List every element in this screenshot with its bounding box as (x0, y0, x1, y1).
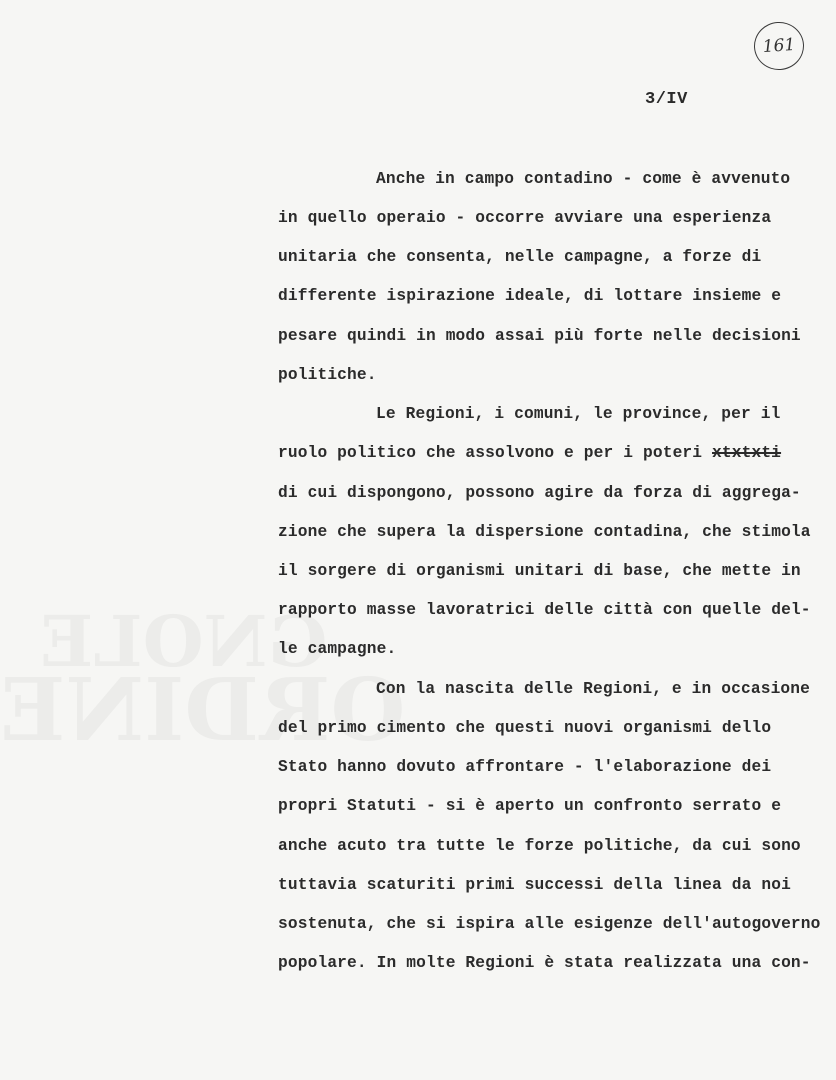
text-line: zione che supera la dispersione contadina, che stimola (278, 523, 811, 541)
text-line: le campagne. (278, 640, 397, 658)
page-stamp-number: 161 (762, 34, 796, 58)
text-line: rapporto masse lavoratrici delle città con quelle del- (278, 601, 811, 619)
text-line: del primo cimento che questi nuovi organismi dello (278, 719, 772, 737)
text-line: tuttavia scaturiti primi successi della linea da noi (278, 876, 791, 894)
text-line: Anche in campo contadino - come è avvenuto (376, 170, 791, 188)
page-number: 3/IV (645, 90, 688, 109)
text-line: di cui dispongono, possono agire da forza di aggrega- (278, 484, 801, 502)
text-line: popolare. In molte Regioni è stata realizzata una con- (278, 954, 811, 972)
text-line: differente ispirazione ideale, di lottare insieme e (278, 287, 782, 305)
text-line: il sorgere di organismi unitari di base, che mette in (278, 562, 801, 580)
text-line: in quello operaio - occorre avviare una esperienza (278, 209, 772, 227)
text-line: Le Regioni, i comuni, le province, per il (376, 405, 781, 423)
text-line: Stato hanno dovuto affrontare - l'elaborazione dei (278, 758, 772, 776)
text-line: Con la nascita delle Regioni, e in occasione (376, 680, 811, 698)
struck-out-word: xtxtxti (712, 444, 782, 462)
text-line: ruolo politico che assolvono e per i poteri (278, 444, 703, 462)
bleed-through-shadow (0, 660, 405, 761)
text-line: unitaria che consenta, nelle campagne, a forze di (278, 248, 762, 266)
text-line: pesare quindi in modo assai più forte nelle decisioni (278, 327, 801, 345)
text-line: sostenuta, che si ispira alle esigenze dell'autogoverno (278, 915, 821, 933)
page-stamp (752, 20, 805, 71)
text-line: anche acuto tra tutte le forze politiche, da cui sono (278, 837, 801, 855)
text-line: propri Statuti - si è aperto un confronto serrato e (278, 797, 782, 815)
text-line: politiche. (278, 366, 377, 384)
